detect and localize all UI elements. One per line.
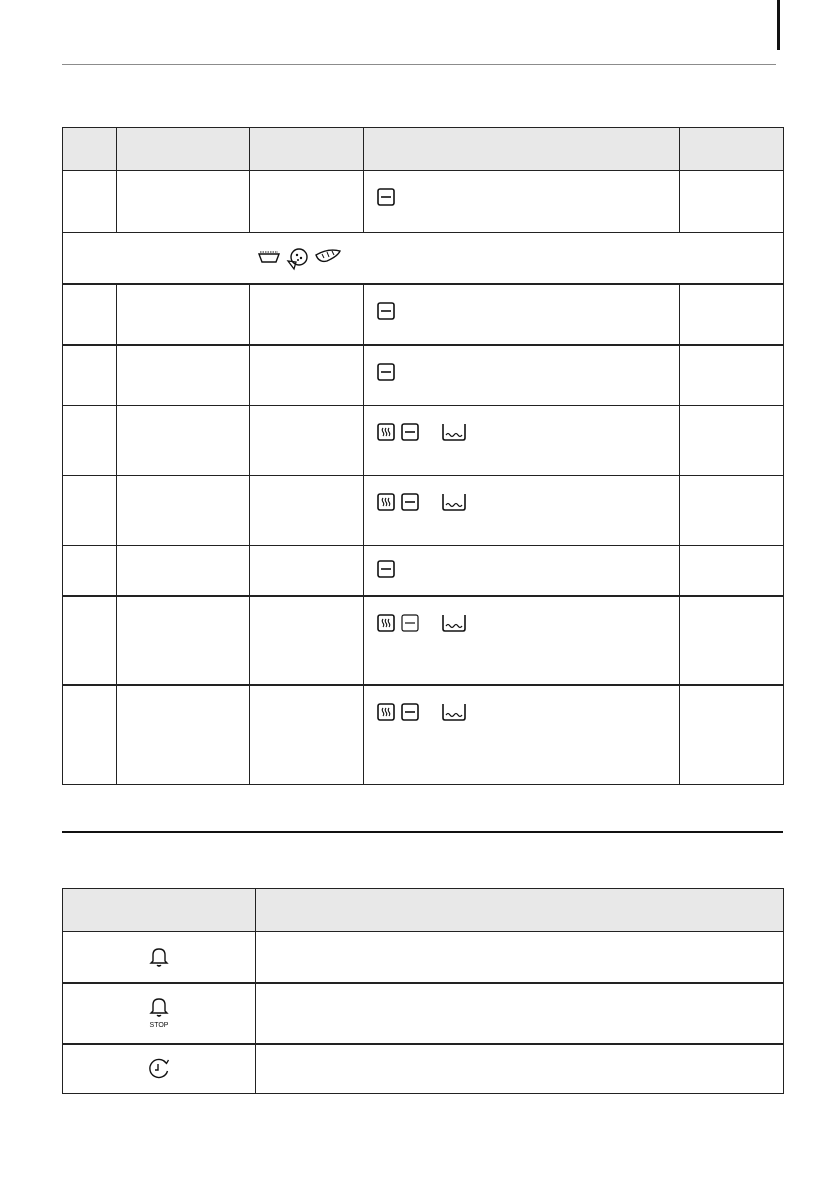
table-row	[63, 406, 784, 476]
svg-text:STOP: STOP	[149, 1022, 169, 1029]
steam-icon	[376, 613, 396, 633]
steam-icon	[376, 702, 396, 722]
baguette-icon	[314, 247, 342, 267]
oven-bottom-heat-icon	[376, 187, 396, 207]
water-tray-icon	[439, 613, 469, 633]
bell-icon	[148, 945, 170, 969]
table-row	[63, 932, 784, 983]
oven-bottom-heat-icon	[400, 702, 420, 722]
header-cell	[256, 889, 784, 932]
page-corner-mark	[777, 0, 780, 50]
header-cell	[63, 889, 256, 932]
header-cell	[117, 128, 250, 171]
steam-icon	[376, 492, 396, 512]
oven-bottom-heat-icon	[376, 559, 396, 579]
header-rule	[62, 64, 776, 65]
water-tray-icon	[439, 702, 469, 722]
header-cell	[680, 128, 784, 171]
oven-bottom-heat-icon	[400, 613, 420, 633]
water-tray-icon	[439, 492, 469, 512]
table-row	[63, 284, 784, 345]
clock-timer-icon	[147, 1057, 171, 1081]
group-header-row	[63, 233, 784, 284]
header-cell	[250, 128, 364, 171]
table-row	[63, 983, 784, 1044]
bell-stop-icon	[144, 996, 174, 1030]
table-header-row	[63, 889, 784, 932]
water-tray-icon	[439, 422, 469, 442]
header-cell	[63, 128, 117, 171]
programme-table	[62, 127, 784, 785]
table-row	[63, 1044, 784, 1094]
pizza-icon	[285, 247, 309, 271]
table-row	[63, 345, 784, 406]
baking-tin-icon	[257, 247, 281, 265]
table-header-row	[63, 128, 784, 171]
header-cell	[364, 128, 680, 171]
table-row	[63, 596, 784, 685]
table-row	[63, 546, 784, 596]
oven-bottom-heat-icon	[400, 492, 420, 512]
steam-icon	[376, 422, 396, 442]
oven-bottom-heat-icon	[376, 362, 396, 382]
oven-bottom-heat-icon	[376, 301, 396, 321]
icons-table	[62, 888, 784, 1094]
oven-bottom-heat-icon	[400, 422, 420, 442]
table-row	[63, 685, 784, 785]
table-row	[63, 476, 784, 546]
section-rule	[62, 831, 783, 833]
table-row	[63, 171, 784, 233]
